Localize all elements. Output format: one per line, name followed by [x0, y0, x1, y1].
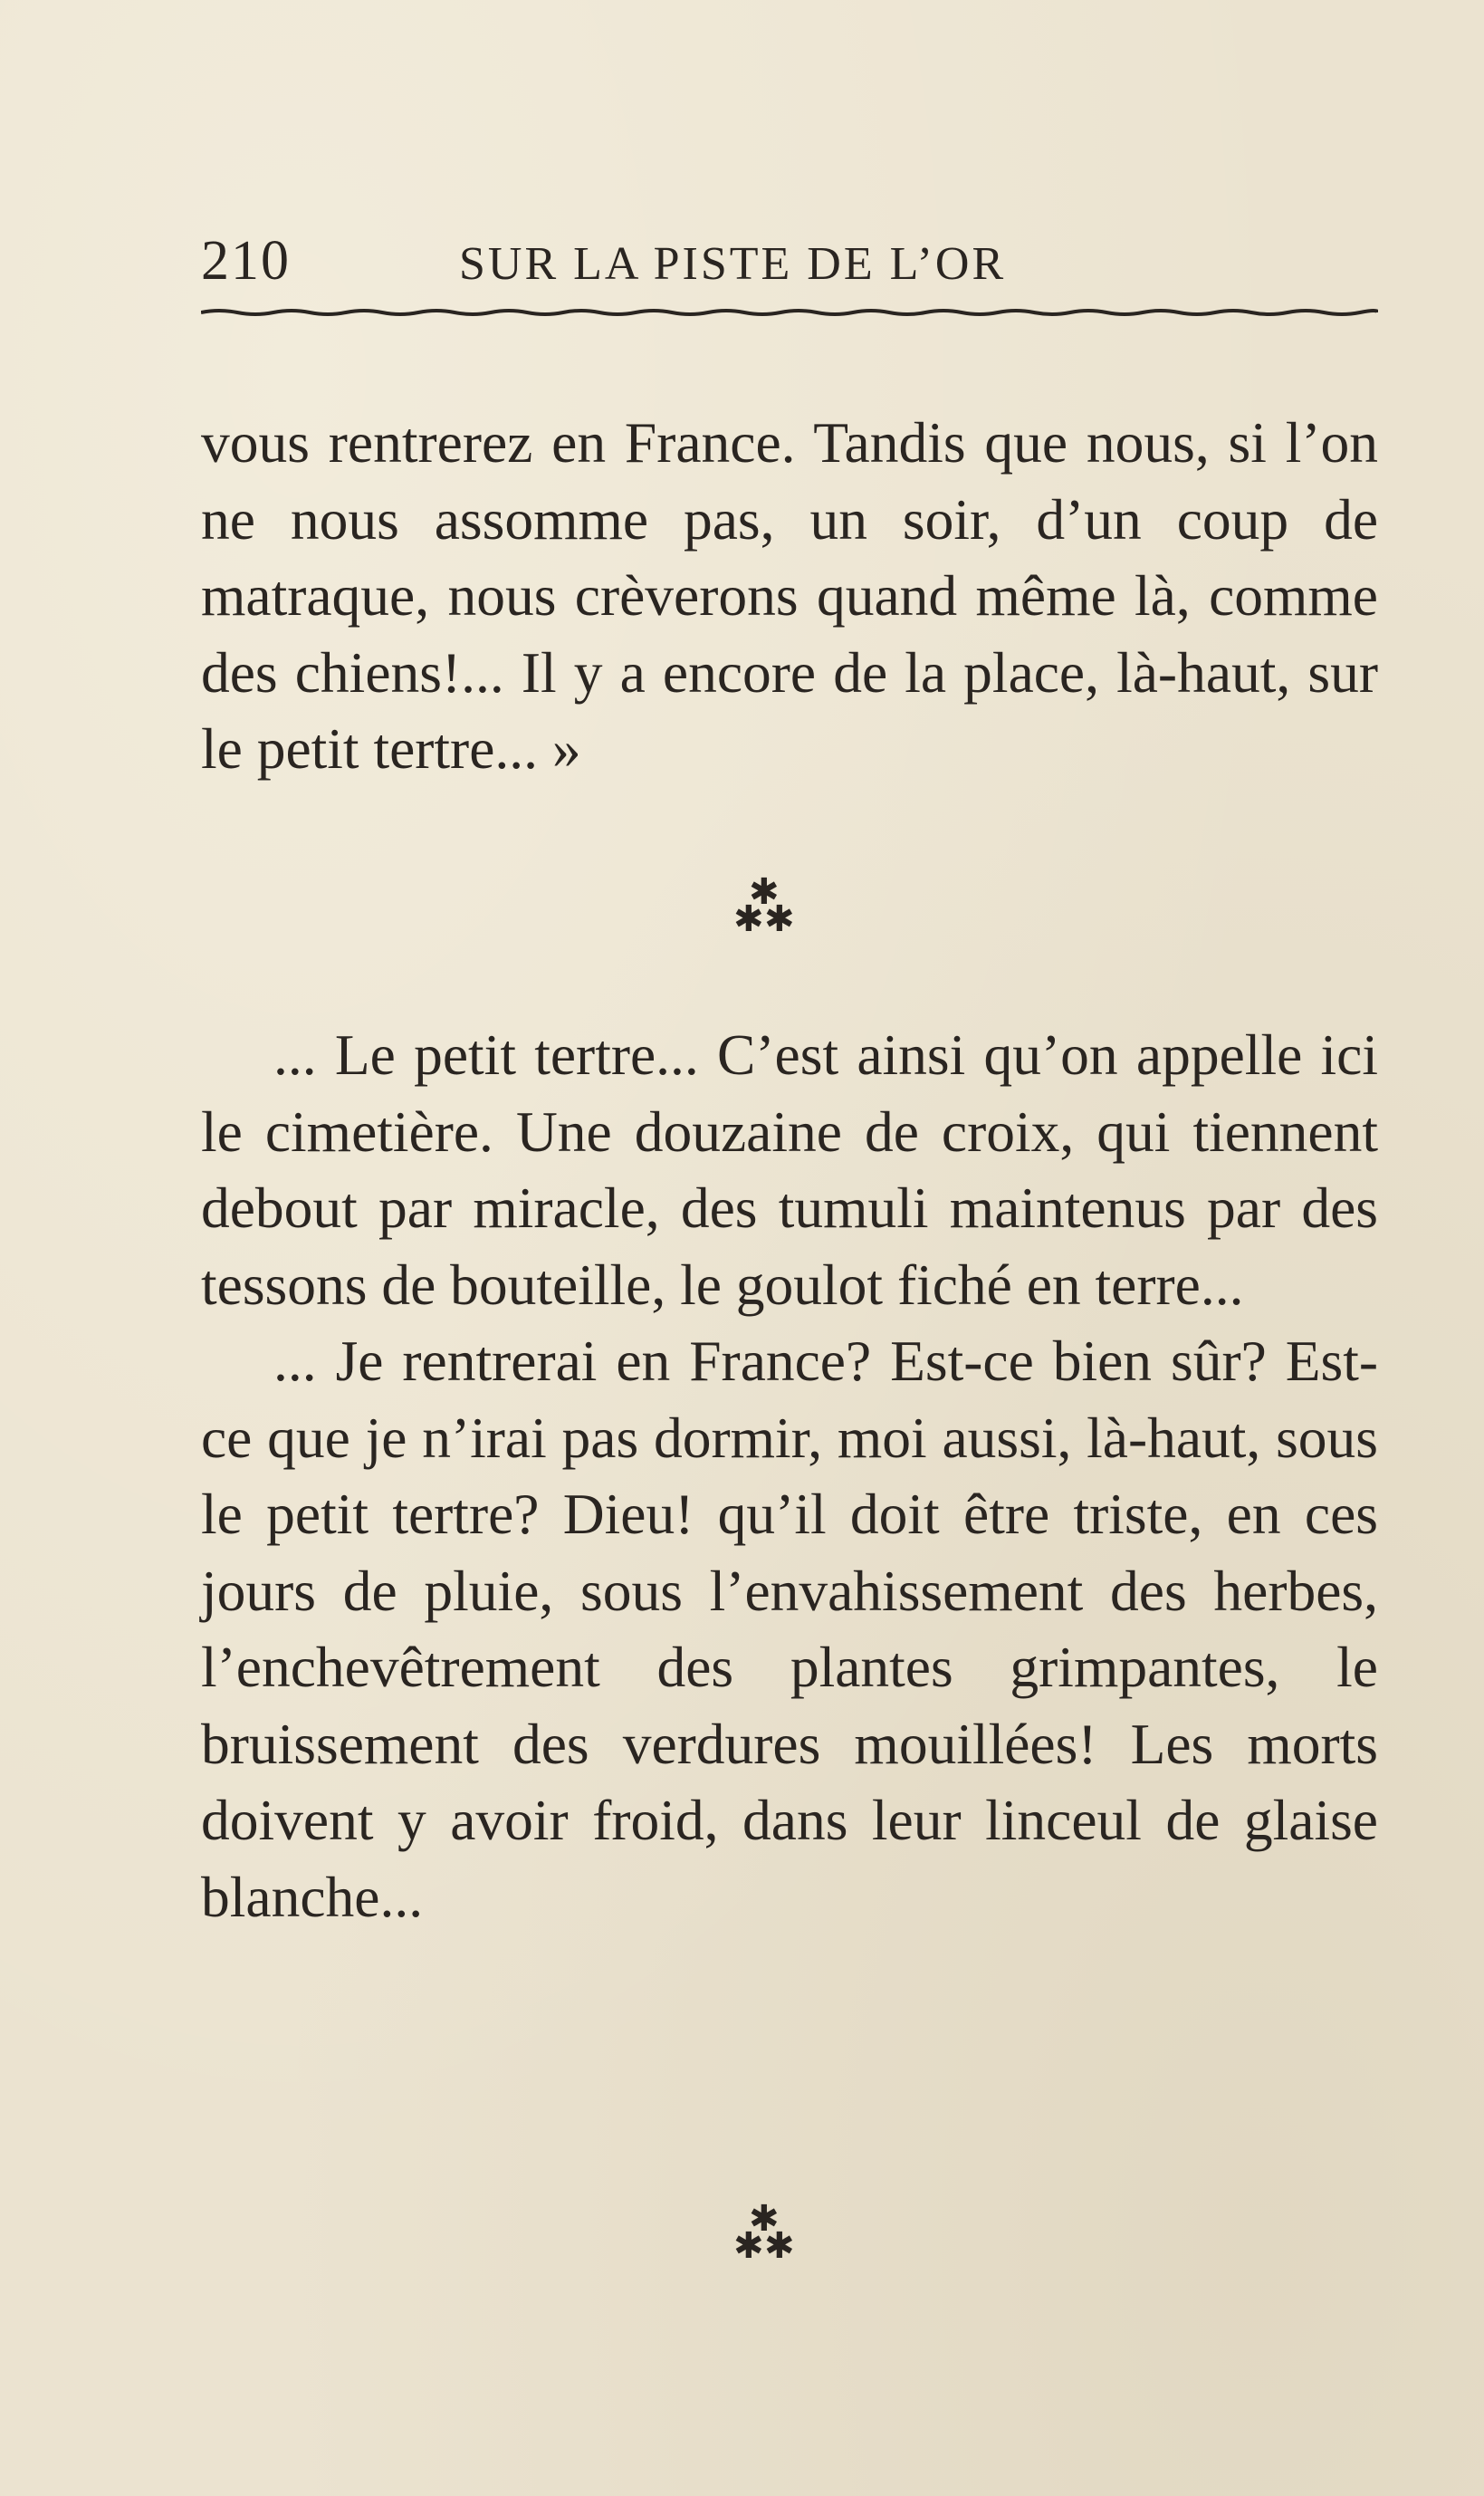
- asterism-star: ✱: [764, 898, 795, 940]
- asterism-star: ✱: [749, 2198, 780, 2240]
- asterism-star: ✱: [749, 871, 780, 913]
- section-ornament: [733, 2198, 797, 2273]
- asterism-star: ✱: [733, 898, 764, 940]
- running-header: [201, 225, 1378, 306]
- running-title: SUR LA PISTE DE L’OR: [459, 238, 1007, 290]
- page-number: 210: [201, 230, 291, 292]
- section-ornament: [733, 871, 797, 946]
- text-block-top: [201, 405, 1378, 788]
- paragraph: vous rentrerez en France. Tandis que nous, si l’on ne nous assomme pas, un soir, d’un coup de matraque, nous crèverons quand même là, comme des chiens!... Il y a encore de la place, là-haut, sur le petit tertre... »: [201, 410, 1378, 781]
- paragraph: ... Je rentrerai en France? Est-ce bien sûr? Est-ce que je n’irai pas dormir, moi aussi, là-haut, sous le petit tertre? Dieu! qu’il doit être triste, en ces jours de pluie, sous l’envahissement des herbes, l’enchevêtrement des plantes grimpantes, le bruissement des verdures mouillées! Les morts doivent y avoir froid, dans leur linceul de glaise blanche...: [201, 1329, 1378, 1929]
- header-rule: [201, 308, 1378, 317]
- paragraph: ... Le petit tertre... C’est ainsi qu’on appelle ici le cimetière. Une douzaine de croix, qui tiennent debout par miracle, des tumuli maintenus par des tessons de bouteille, le goulot fiché en terre...: [201, 1022, 1378, 1317]
- text-block-bottom: [201, 1017, 1378, 1935]
- asterism-star: ✱: [733, 2225, 764, 2267]
- asterism-star: ✱: [764, 2225, 795, 2267]
